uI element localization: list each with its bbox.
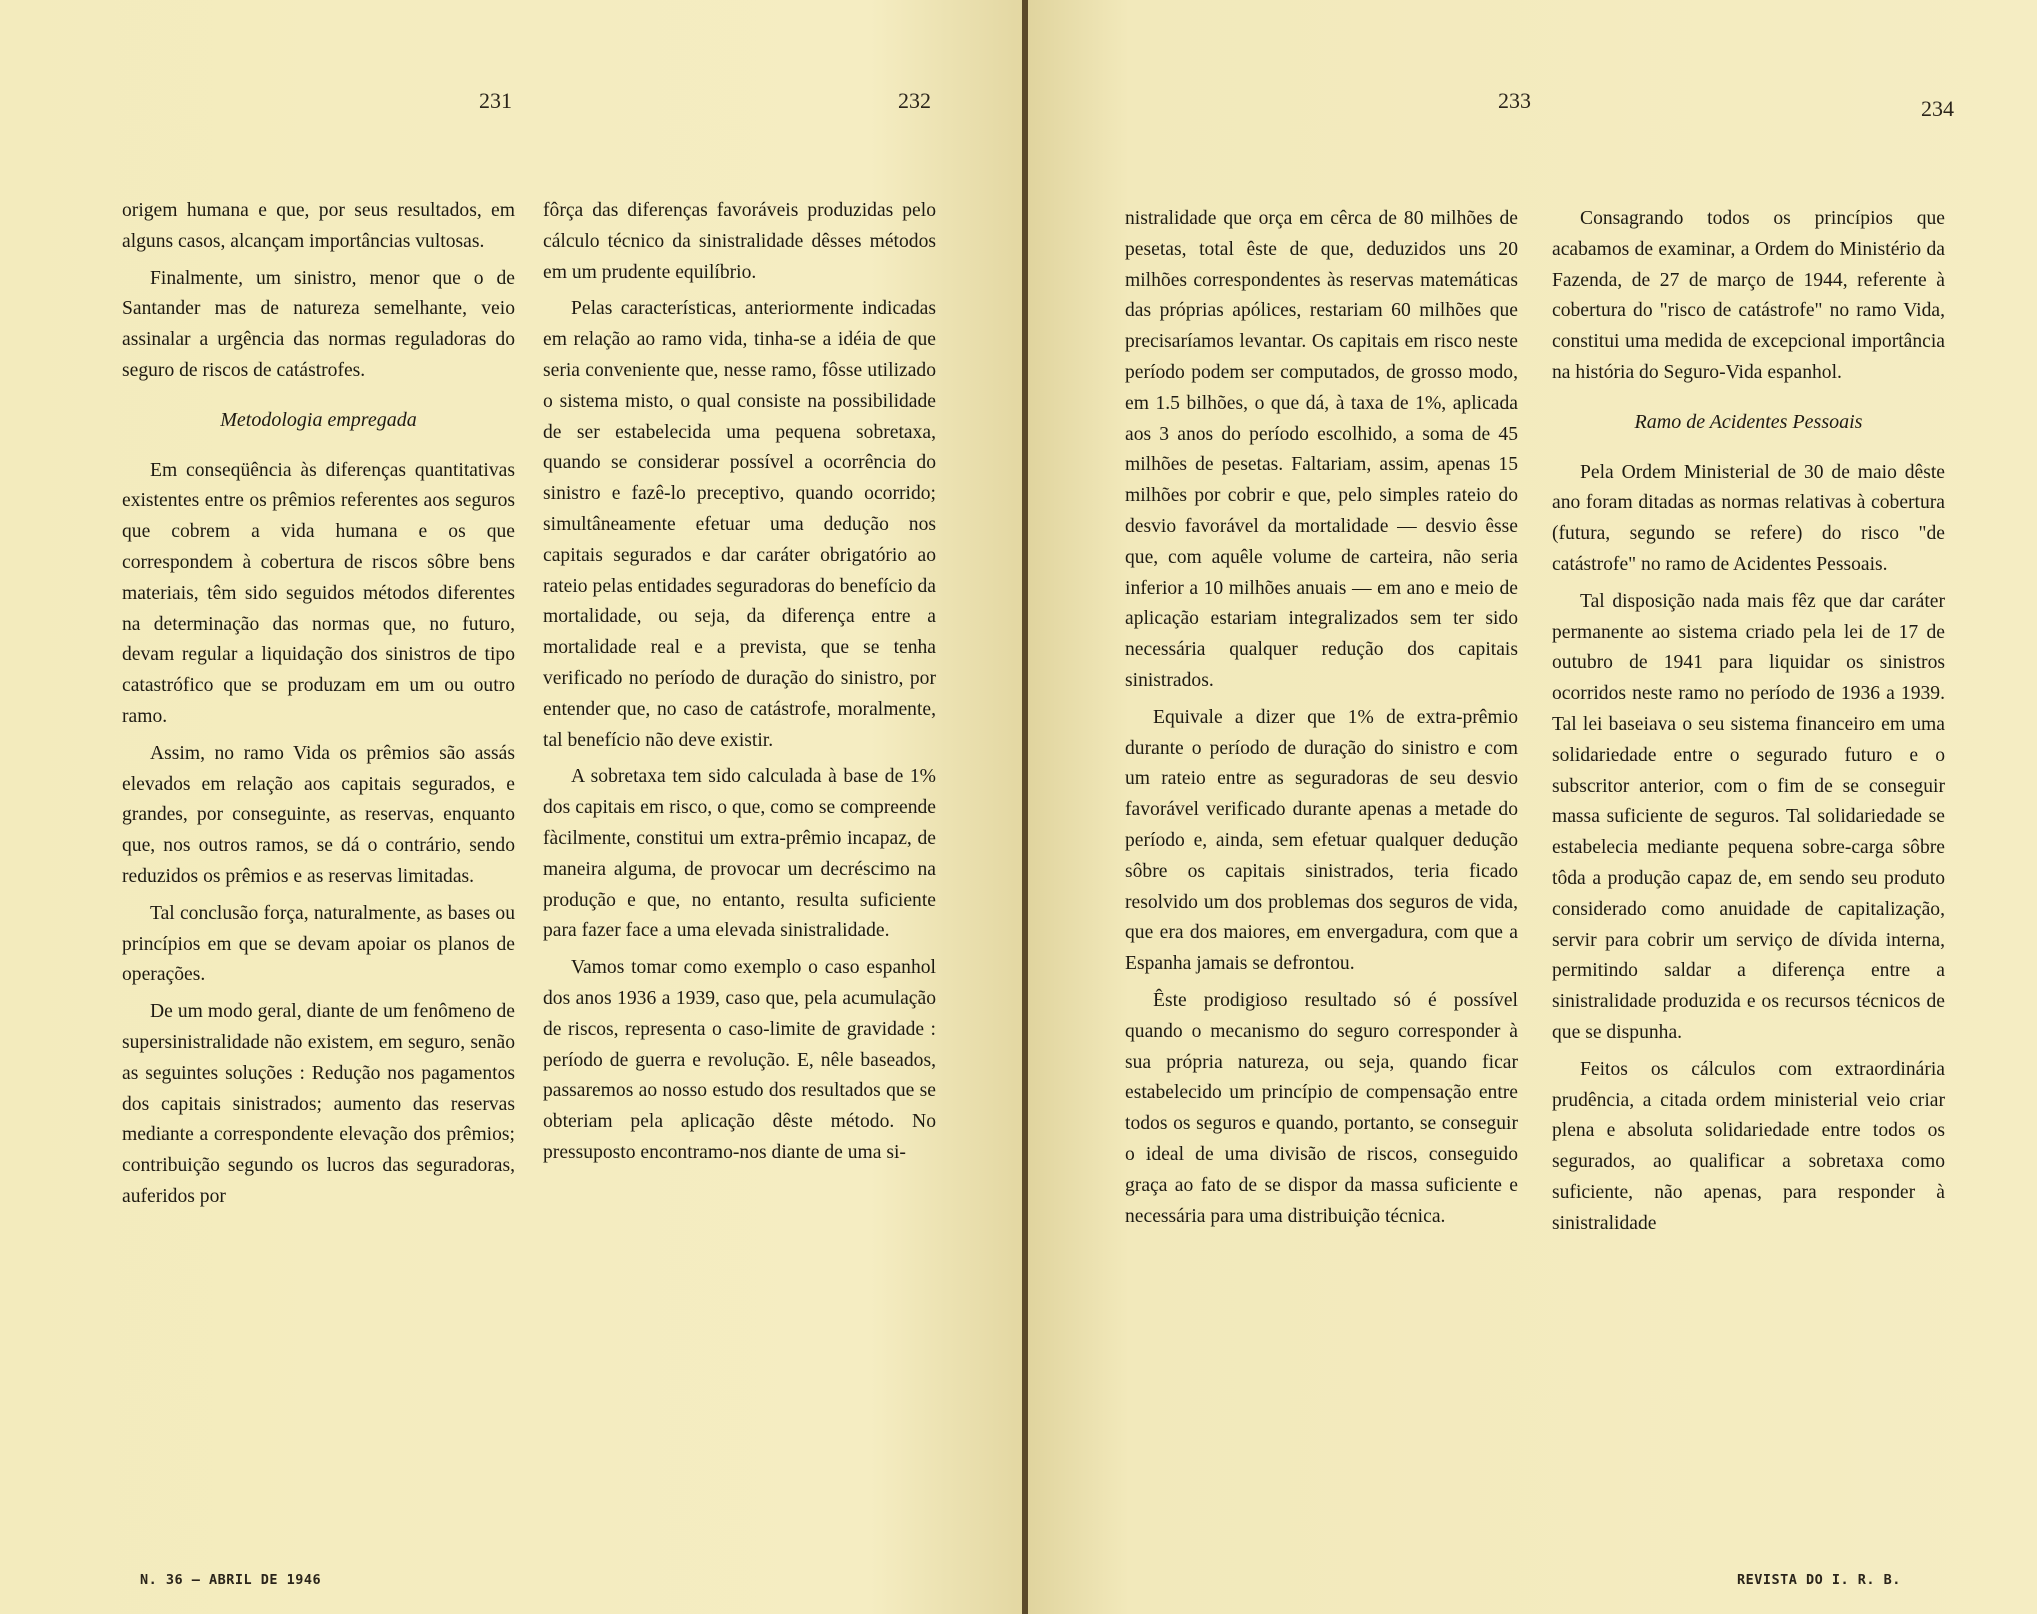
page-number-231: 231 xyxy=(479,88,512,113)
column-4 xyxy=(1552,204,1945,1246)
paragraph: Finalmente, um sinistro, menor que o de Santander mas de natureza semelhante, veio assinalar a urgência das normas reguladoras do seguro de riscos de catástrofes. xyxy=(122,267,515,381)
issue-footer: N. 36 — ABRIL DE 1946 xyxy=(140,1572,322,1588)
paragraph: Feitos os cálculos com extraordinária prudência, a citada ordem ministerial veio criar plena e absoluta solidariedade entre todos os segurados, ao qualificar a sobretaxa como suficiente, não apenas, para responder à sinistralidade xyxy=(1552,1058,1945,1234)
journal-footer: REVISTA DO I. R. B. xyxy=(1737,1572,1901,1588)
paragraph: Pelas características, anteriormente indicadas em relação ao ramo vida, tinha-se a idéia de que seria conveniente que, nesse ramo, fôsse utilizado o sistema misto, o qual consiste na possibilidade de ser estabelecida uma pequena sobretaxa, quando se considerar possível a ocorrência do sinistro e fazê-lo preceptivo, quando ocorrido; simultâneamente efetuar uma dedução nos capitais segurados e dar caráter obrigatório ao rateio pelas entidades seguradoras do benefício da mortalidade, ou seja, da diferença entre a mortalidade real e a prevista, que se tenha verificado no período de duração do sinistro, por entender que, no caso de catástrofe, moralmente, tal benefício não deve existir. xyxy=(543,298,936,751)
paragraph: De um modo geral, diante de um fenômeno de supersinistralidade não existem, em seguro, senão as seguintes soluções : Redução nos pagamentos dos capitais sinistrados; aumento das reservas mediante a correspondente elevação dos prêmios; contribuição segundo os lucros das seguradoras, auferidos por xyxy=(122,1001,515,1207)
paragraph: origem humana e que, por seus resultados, em alguns casos, alcançam importâncias vultosas. xyxy=(122,200,515,252)
paragraph: Equivale a dizer que 1% de extra-prêmio durante o período de duração do sinistro e com um rateio entre as seguradoras de seu desvio favorável verificado durante apenas a metade do período e, ainda, sem efetuar qualquer dedução sôbre os capitais sinistrados, teria ficado resolvido um dos problemas dos seguros de vida, que era dos maiores, em envergadura, com que a Espanha jamais se defrontou. xyxy=(1125,706,1518,975)
paragraph: Vamos tomar como exemplo o caso espanhol dos anos 1936 a 1939, caso que, pela acumulação de riscos, representa o caso-limite de gravidade : período de guerra e revolução. E, nêle baseados, passaremos ao nosso estudo dos resultados que se obteriam pela aplicação dêste método. No pressuposto encontramo-nos diante de uma si- xyxy=(543,957,936,1163)
page-number-233: 233 xyxy=(1498,88,1531,113)
paragraph: nistralidade que orça em cêrca de 80 milhões de pesetas, total êste de que, deduzidos uns 20 milhões correspondentes às reservas matemáticas das próprias apólices, restariam 60 milhões que precisaríamos levantar. Os capitais em risco neste período podem ser computados, de grosso modo, em 1.5 bilhões, o que dá, à taxa de 1%, aplicada aos 3 anos do período escolhido, a soma de 45 milhões de pesetas. Faltariam, assim, apenas 15 milhões por cobrir e que, pelo simples rateio do desvio favorável da mortalidade — desvio êsse que, com aquêle volume de carteira, não seria inferior a 10 milhões anuais — em ano e meio de aplicação estariam integralizados sem ter sido necessária qualquer redução dos capitais sinistrados. xyxy=(1125,208,1518,691)
paragraph: Tal conclusão força, naturalmente, as bases ou princípios em que se devam apoiar os planos de operações. xyxy=(122,902,515,986)
column-3 xyxy=(1125,204,1518,1238)
page-number-234: 234 xyxy=(1921,96,1954,121)
paragraph: Consagrando todos os princípios que acabamos de examinar, a Ordem do Ministério da Fazenda, de 27 de março de 1944, referente à cobertura do "risco de catástrofe" no ramo Vida, constitui uma medida de excepcional importância na história do Seguro-Vida espanhol. xyxy=(1552,208,1945,383)
paragraph: Êste prodigioso resultado só é possível quando o mecanismo do seguro corresponder à sua própria natureza, ou seja, quando ficar estabelecido um princípio de compensação entre todos os seguros e quando, portanto, se conseguir o ideal de uma divisão de riscos, conseguido graça ao fato de se dispor da massa suficiente e necessária para uma distribuição técnica. xyxy=(1125,989,1518,1227)
paragraph: A sobretaxa tem sido calculada à base de 1% dos capitais em risco, o que, como se compreende fàcilmente, constitui um extra-prêmio incapaz, de maneira alguma, de provocar um decréscimo na produção e que, no entanto, resulta suficiente para fazer face a uma elevada sinistralidade. xyxy=(543,766,936,942)
paragraph: Em conseqüência às diferenças quantitativas existentes entre os prêmios referentes aos seguros que cobrem a vida humana e os que correspondem à cobertura de riscos sôbre bens materiais, têm sido seguidos métodos diferentes na determinação das normas que, no futuro, devam regular a liquidação dos sinistros de tipo catastrófico que se produzam em um ou outro ramo. xyxy=(122,459,515,727)
paragraph: Pela Ordem Ministerial de 30 de maio dêste ano foram ditadas as normas relativas à cobertura (futura, segundo se refere) do risco "de catástrofe" no ramo de Acidentes Pessoais. xyxy=(1552,461,1945,575)
right-page xyxy=(1028,0,2037,1614)
section-heading: Ramo de Acidentes Pessoais xyxy=(1634,410,1863,433)
column-1 xyxy=(122,196,515,1219)
page-number-232: 232 xyxy=(898,88,931,113)
column-2 xyxy=(543,196,936,1175)
paragraph: fôrça das diferenças favoráveis produzidas pelo cálculo técnico da sinistralidade dêsses métodos em um prudente equilíbrio. xyxy=(543,200,936,283)
paragraph: Tal disposição nada mais fêz que dar caráter permanente ao sistema criado pela lei de 17 de outubro de 1941 para liquidar os sinistros ocorridos neste ramo no período de 1936 a 1939. Tal lei baseiava o seu sistema financeiro em uma solidariedade entre o segurado futuro e o subscritor anterior, com o fim de se conseguir massa suficiente de seguros. Tal solidariedade se estabelecia mediante pequena sobre-carga sôbre tôda a produção capaz de, em sendo seu produto considerado como anuidade de capitalização, servir para cobrir um serviço de dívida interna, permitindo saldar a diferença entre a sinistralidade produzida e os recursos técnicos de que se dispunha. xyxy=(1552,590,1945,1043)
paragraph: Assim, no ramo Vida os prêmios são assás elevados em relação aos capitais segurados, e grandes, por conseguinte, as reservas, enquanto que, nos outros ramos, se dá o contrário, sendo reduzidos os prêmios e as reservas limitadas. xyxy=(122,742,515,887)
section-heading: Metodologia empregada xyxy=(220,408,417,431)
